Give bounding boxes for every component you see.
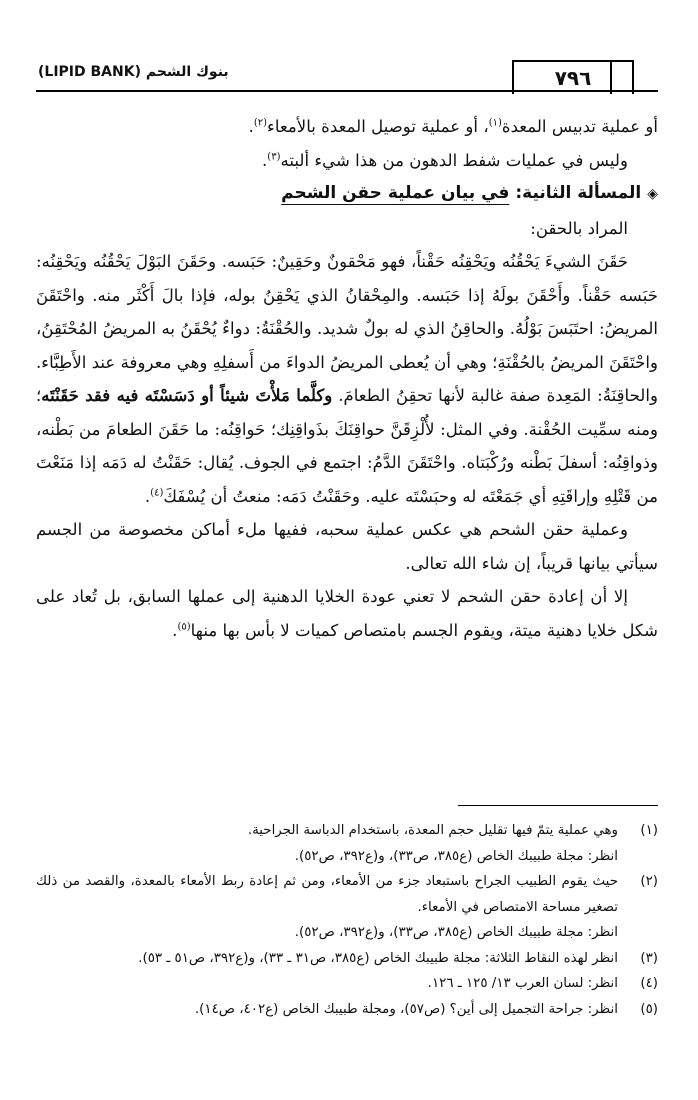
- page-number: ٧٩٦: [554, 66, 592, 90]
- footnotes: [36, 818, 658, 1022]
- text-run: ، أو عملية توصيل المعدة بالأمعاء: [267, 117, 489, 136]
- text-run: .: [144, 486, 151, 506]
- footnote-line: انظر: جراحة التجميل إلى أين؟ (ص٥٧)، ومجلة طبيبك الخاص (ع٤٠٢، ص١٤).: [194, 1001, 618, 1017]
- paragraph-definition: [36, 245, 658, 513]
- paragraph-fat-reinjection: [36, 580, 658, 647]
- bold-text-run: وكلَّما مَلأْتَ شيئاً أو دَسَسْتَه فيه فقد حَقَنْتَه: [41, 385, 333, 405]
- footnote-ref: (٢): [253, 117, 268, 129]
- footnote-line: وهي عملية يتمّ فيها تقليل حجم المعدة، باستخدام الدباسة الجراحية.: [247, 823, 618, 838]
- diamond-bullet-icon: ◈: [647, 186, 658, 202]
- section-heading: [36, 177, 658, 212]
- text-run: .: [248, 117, 254, 136]
- footnote-ref: (٥): [177, 620, 191, 632]
- text-run: حَقَنَ الشيءَ يَحْقُنُه ويَحْقِنُه حَقْناً، فهو مَحْقونٌ وحَقِينٌ: حَبَسه. وحَقَنَ البَوْلَ يَحْقُنُه ويَحْقِنُه: حَبَسه حَقْناً. وأَحْقَنَ بولَهُ إذا حَبَسه. والمِحْقانُ الذي يَحْقِنُ بوله، فإذا بالَ أَكْثَر منه. واحْتَقَنَ المريضُ: احتَبَسَ بَوْلُهُ. والحاقِنُ الذي له بولٌ شديد. والحُقْنَةُ: دواءٌ يُحْقَنُ به المريضُ المُحْتَقِنُ، واحْتَقَنَ المريضُ بالحُقْنَةِ؛ وهي أن يُعطى المريضُ الدواءَ من أَسفلِهِ وهي معروفة عند الأَطِبَّاء. والحاقِنَةُ: المَعِدة صفة غالبة لأنها تحقِنُ الطعامَ.: [36, 252, 658, 405]
- footnote: [36, 818, 658, 869]
- footnote-number: (٢): [640, 874, 658, 889]
- definition-intro: المراد بالحقن:: [530, 218, 628, 238]
- page-number-box: [512, 60, 634, 94]
- footnote-ref: (٤): [150, 486, 164, 498]
- text-run: أو عملية تدبيس المعدة: [501, 117, 658, 136]
- footnote-number: (٥): [640, 1001, 658, 1017]
- text-run: إلا أن إعادة حقن الشحم لا تعني عودة الخلايا الدهنية إلى عملها السابق، بل تُعاد على شكل خلايا دهنية ميتة، ويقوم الجسم بامتصاص كميات لا بأس بها منها: [36, 587, 658, 640]
- footnote-ref: (١): [488, 117, 502, 129]
- paragraph-intro-2: [36, 144, 658, 178]
- footnote-line: انظر لهذه النقاط الثلاثة: مجلة طبيبك الخاص (ع٣٨٥، ص٣١ ـ ٣٣)، و(ع٣٩٢، ص٥١ ـ ٥٣).: [138, 950, 618, 966]
- footnote: [36, 869, 658, 946]
- text-run: وليس في عمليات شفط الدهون من هذا شيء ألبته: [280, 150, 628, 170]
- text-run: .: [262, 150, 268, 170]
- paragraph-intro-1: [36, 110, 658, 144]
- text-run: .: [172, 620, 178, 640]
- footnote-number: (١): [640, 823, 658, 838]
- footnote-number: (٤): [640, 976, 658, 991]
- text-run: ؛ ومنه سمِّيت الحُقْنة. وفي المثل: لأُلْزِقَنَّ حواقِنَكَ بذَواقِنِك؛ حَواقِنُه: ما حَقَنَ الطعامَ من بَطْنه، وذواقِنُه: أسفلَ بَطْنه ورُكْبَتاه. واحْتَقَنَ الدَّمُ: اجتمع في الجوف. يُقال: حَقَنْتُ له دَمَه إذا مَنَعْتَ من قَتْلِهِ وإراقَتِهِ أي جَمَعْتَه له وحبَسْتَه عليه. وحَقَنْتُ دَمَه: منعتُ أن يُسْفَكَ: [36, 386, 658, 506]
- running-title: بنوك الشحم (LIPID BANK): [38, 64, 229, 80]
- footnote: [36, 971, 658, 997]
- footnote-line: حيث يقوم الطبيب الجراح باستبعاد جزء من الأمعاء، ومن ثم إعادة ربط الأمعاء بالمعدة، والقصد من ذلك تصغير مساحة الامتصاص في الأمعاء.: [36, 874, 618, 915]
- header-rule: [36, 90, 658, 92]
- footnote-line: انظر: مجلة طبيبك الخاص (ع٣٨٥، ص٣٣)، و(ع٣٩٢، ص٥٢).: [294, 848, 618, 864]
- footnote-line: انظر: لسان العرب ١٣/ ١٢٥ ـ ١٢٦.: [427, 976, 618, 991]
- footnote-line: انظر: مجلة طبيبك الخاص (ع٣٨٥، ص٣٣)، و(ع٣٩٢، ص٥٢).: [294, 925, 618, 940]
- paragraph-fat-injection: وعملية حقن الشحم هي عكس عملية سحبه، ففيها ملء أماكن مخصوصة من الجسم سيأتي بيانها قريباً، إن شاء الله تعالى.: [36, 520, 658, 573]
- heading-label: المسألة الثانية:: [509, 183, 642, 203]
- main-text: [36, 110, 658, 647]
- heading-topic: في بيان عملية حقن الشحم: [281, 183, 510, 203]
- page-number-corner-ornament: [610, 60, 634, 94]
- footnote: [36, 997, 658, 1023]
- footnote-separator: [458, 805, 658, 806]
- footnote: [36, 946, 658, 972]
- footnote-ref: (٣): [267, 150, 281, 162]
- footnote-number: (٣): [640, 950, 658, 966]
